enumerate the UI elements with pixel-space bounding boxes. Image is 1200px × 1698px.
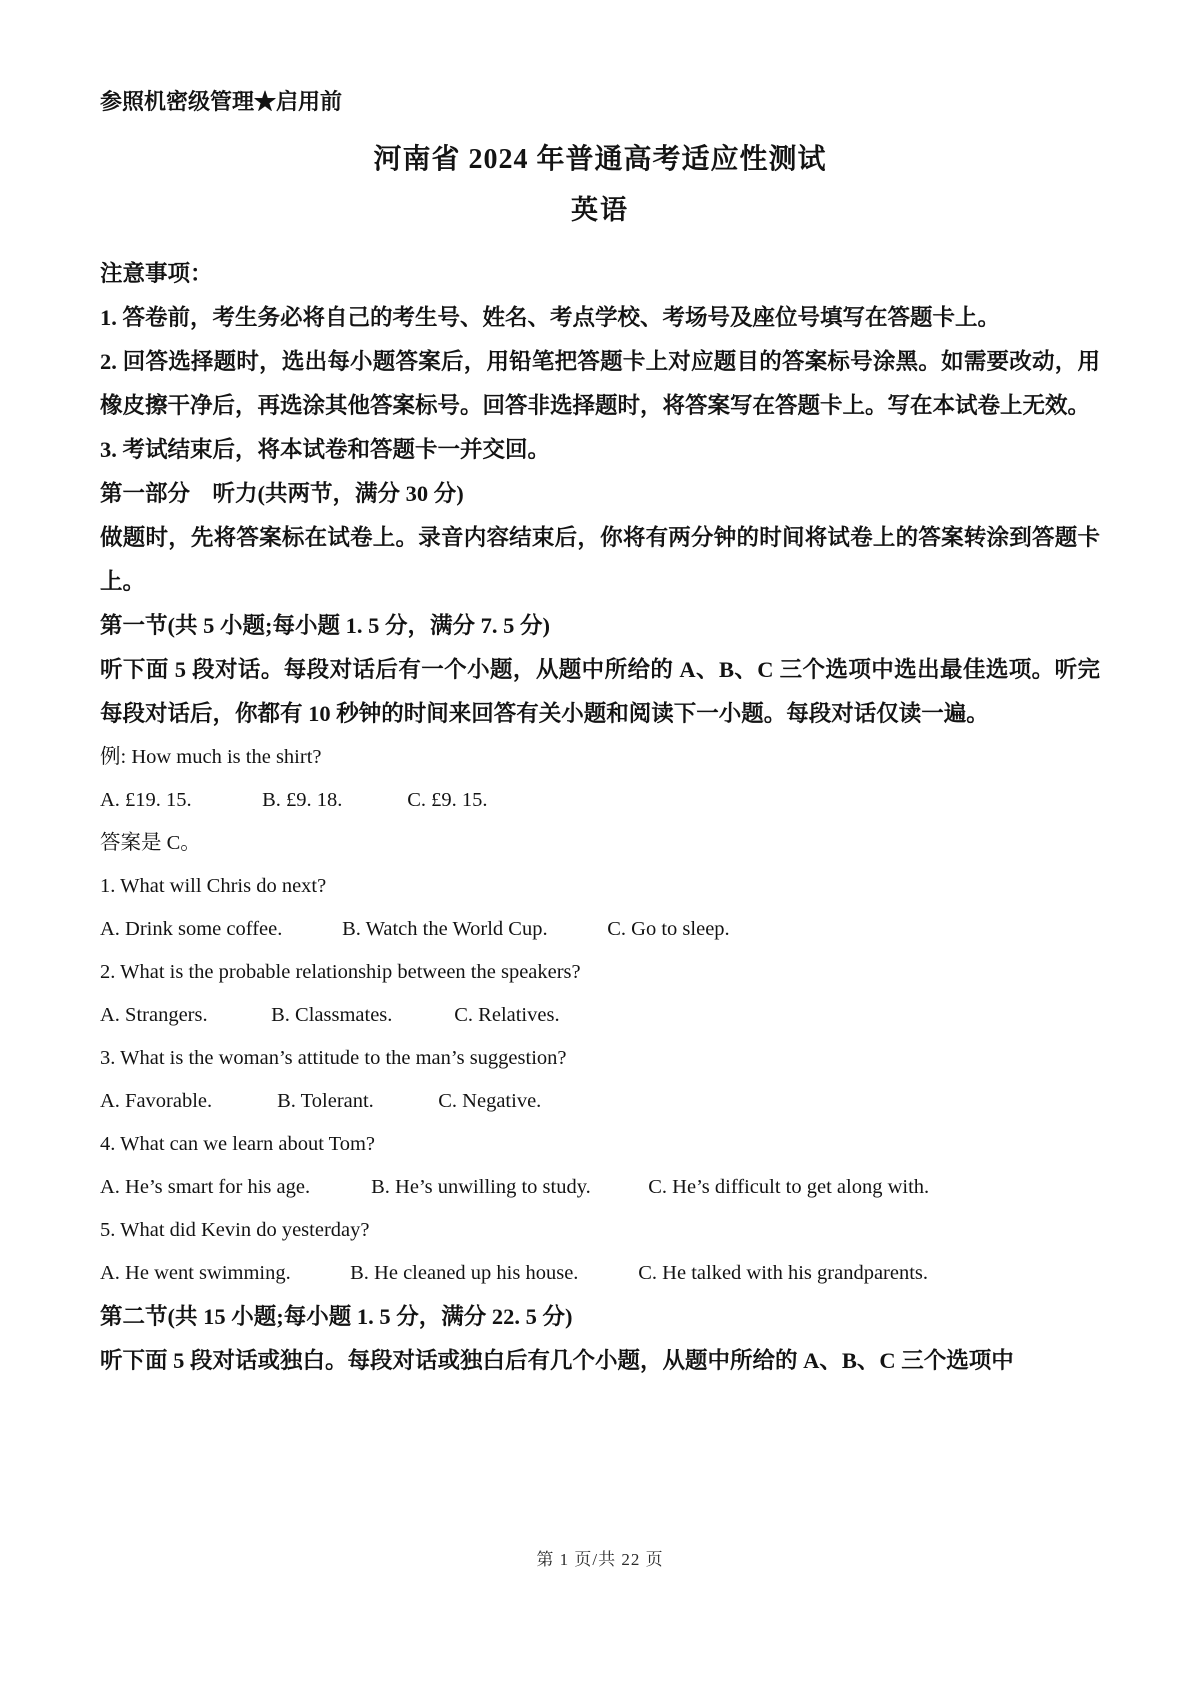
classification-notice: 参照机密级管理★启用前 — [100, 89, 343, 114]
section2-instructions: 听下面 5 段对话或独白。每段对话或独白后有几个小题，从题中所给的 A、B、C 三个选项中 — [100, 1348, 1014, 1373]
example-question: 例: How much is the shirt? — [100, 746, 322, 768]
question-5: 5. What did Kevin do yesterday? — [100, 1219, 370, 1241]
page-title: 河南省 2024 年普通高考适应性测试 — [373, 144, 827, 175]
question-2-option-a: A. Strangers. — [100, 1004, 208, 1026]
notice-item-1: 1. 答卷前，考生务必将自己的考生号、姓名、考点学校、考场号及座位号填写在答题卡上。 — [100, 305, 1001, 330]
question-4-option-a: A. He’s smart for his age. — [100, 1176, 311, 1198]
section1-instructions: 听下面 5 段对话。每段对话后有一个小题，从题中所给的 A、B、C 三个选项中选出最佳选项。听完每段对话后，你都有 10 秒钟的时间来回答有关小题和阅读下一小题。每段对话仅读一遍。 — [100, 657, 1100, 726]
notices-heading: 注意事项： — [100, 261, 213, 286]
section1-heading: 第一节(共 5 小题;每小题 1. 5 分，满分 7. 5 分) — [100, 613, 550, 638]
subject-title: 英语 — [571, 195, 629, 225]
question-5-option-c: C. He talked with his grandparents. — [638, 1262, 929, 1284]
question-2-option-c: C. Relatives. — [454, 1004, 560, 1026]
example-option-b: B. £9. 18. — [262, 789, 343, 811]
example-options — [100, 779, 1100, 822]
question-3-option-a: A. Favorable. — [100, 1090, 213, 1112]
question-2-options — [100, 994, 1100, 1037]
question-1-option-a: A. Drink some coffee. — [100, 918, 283, 940]
question-1: 1. What will Chris do next? — [100, 875, 327, 897]
question-3-options — [100, 1080, 1100, 1123]
question-4-options — [100, 1166, 1100, 1209]
question-4: 4. What can we learn about Tom? — [100, 1133, 376, 1155]
question-1-option-c: C. Go to sleep. — [607, 918, 730, 940]
part1-intro: 做题时，先将答案标在试卷上。录音内容结束后，你将有两分钟的时间将试卷上的答案转涂到答题卡上。 — [100, 525, 1100, 594]
notice-item-3: 3. 考试结束后，将本试卷和答题卡一并交回。 — [100, 437, 551, 462]
page-footer: 第 1 页/共 22 页 — [536, 1550, 664, 1569]
example-option-a: A. £19. 15. — [100, 789, 192, 811]
question-1-option-b: B. Watch the World Cup. — [342, 918, 548, 940]
section2-heading: 第二节(共 15 小题;每小题 1. 5 分，满分 22. 5 分) — [100, 1304, 573, 1329]
question-2-option-b: B. Classmates. — [271, 1004, 393, 1026]
question-4-option-c: C. He’s difficult to get along with. — [648, 1176, 930, 1198]
part1-heading: 第一部分 听力(共两节，满分 30 分) — [100, 481, 464, 506]
question-5-option-b: B. He cleaned up his house. — [350, 1262, 579, 1284]
example-option-c: C. £9. 15. — [407, 789, 488, 811]
question-5-options — [100, 1252, 1100, 1295]
question-4-option-b: B. He’s unwilling to study. — [371, 1176, 591, 1198]
question-3: 3. What is the woman’s attitude to the man’s suggestion? — [100, 1047, 567, 1069]
example-answer: 答案是 C。 — [100, 832, 201, 854]
question-3-option-b: B. Tolerant. — [277, 1090, 374, 1112]
notice-item-2: 2. 回答选择题时，选出每小题答案后，用铅笔把答题卡上对应题目的答案标号涂黑。如需要改动，用橡皮擦干净后，再选涂其他答案标号。回答非选择题时，将答案写在答题卡上。写在本试卷上无效。 — [100, 349, 1100, 418]
question-2: 2. What is the probable relationship between the speakers? — [100, 961, 581, 983]
question-1-options — [100, 908, 1100, 951]
question-5-option-a: A. He went swimming. — [100, 1262, 291, 1284]
question-3-option-c: C. Negative. — [438, 1090, 542, 1112]
